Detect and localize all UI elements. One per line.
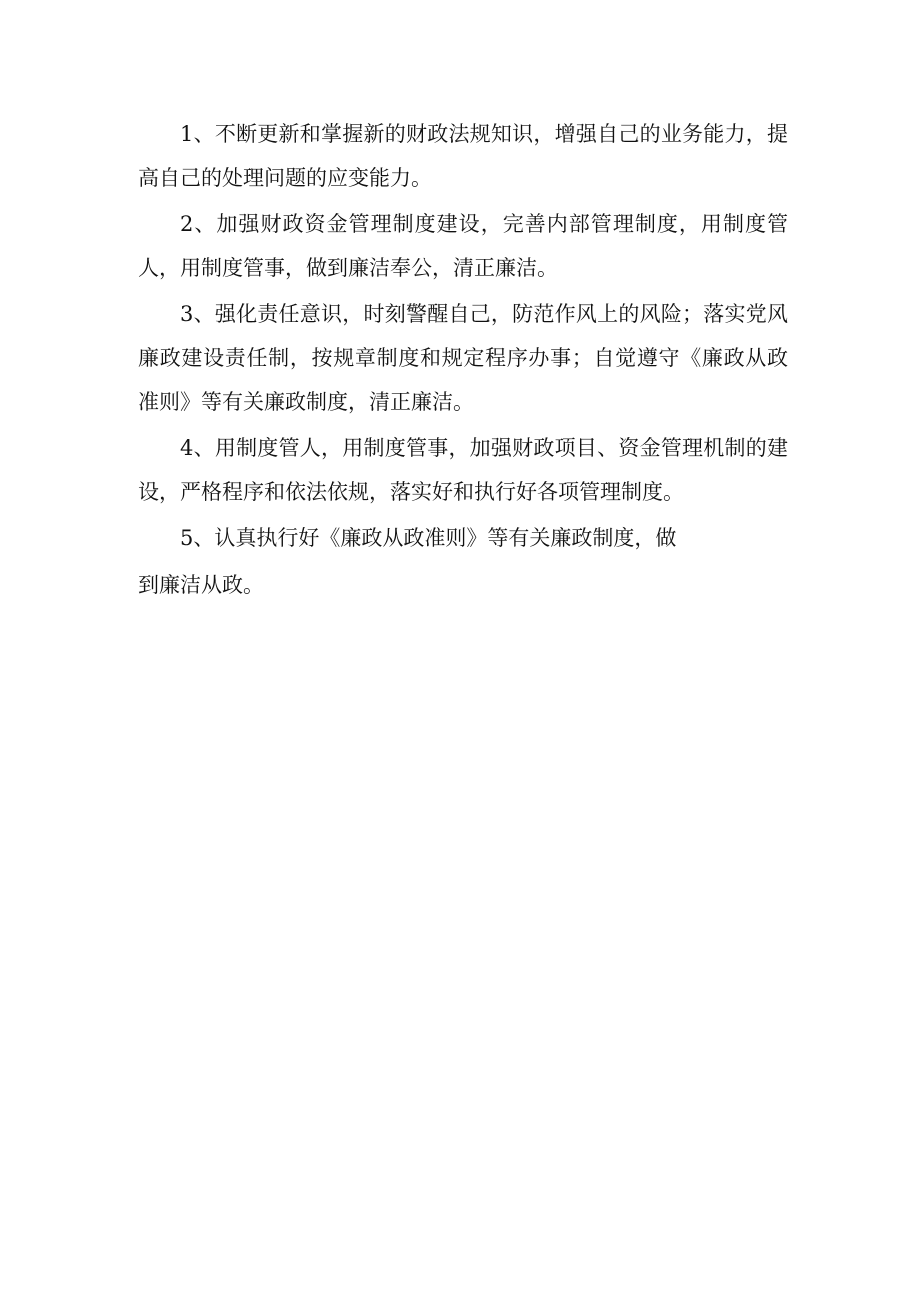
paragraph-item-1: 1、不断更新和掌握新的财政法规知识，增强自己的业务能力，提高自己的处理问题的应变能力。 — [138, 122, 788, 190]
paragraph-item-3: 3、强化责任意识，时刻警醒自己，防范作风上的风险；落实党风廉政建设责任制，按规章制度和规定程序办事；自觉遵守《廉政从政准则》等有关廉政制度，清正廉洁。 — [138, 302, 788, 414]
paragraph-item-5 — [138, 516, 788, 607]
paragraph-item-5-line-2: 到廉洁从政。 — [138, 573, 264, 597]
paragraph-item-5-line-1: 5、认真执行好《廉政从政准则》等有关廉政制度，做 — [180, 526, 677, 550]
document-body — [138, 112, 788, 607]
paragraph-item-2: 2、加强财政资金管理制度建设，完善内部管理制度，用制度管人，用制度管事，做到廉洁奉公，清正廉洁。 — [138, 212, 788, 280]
paragraph-item-4: 4、用制度管人，用制度管事，加强财政项目、资金管理机制的建设，严格程序和依法依规，落实好和执行好各项管理制度。 — [138, 436, 788, 504]
